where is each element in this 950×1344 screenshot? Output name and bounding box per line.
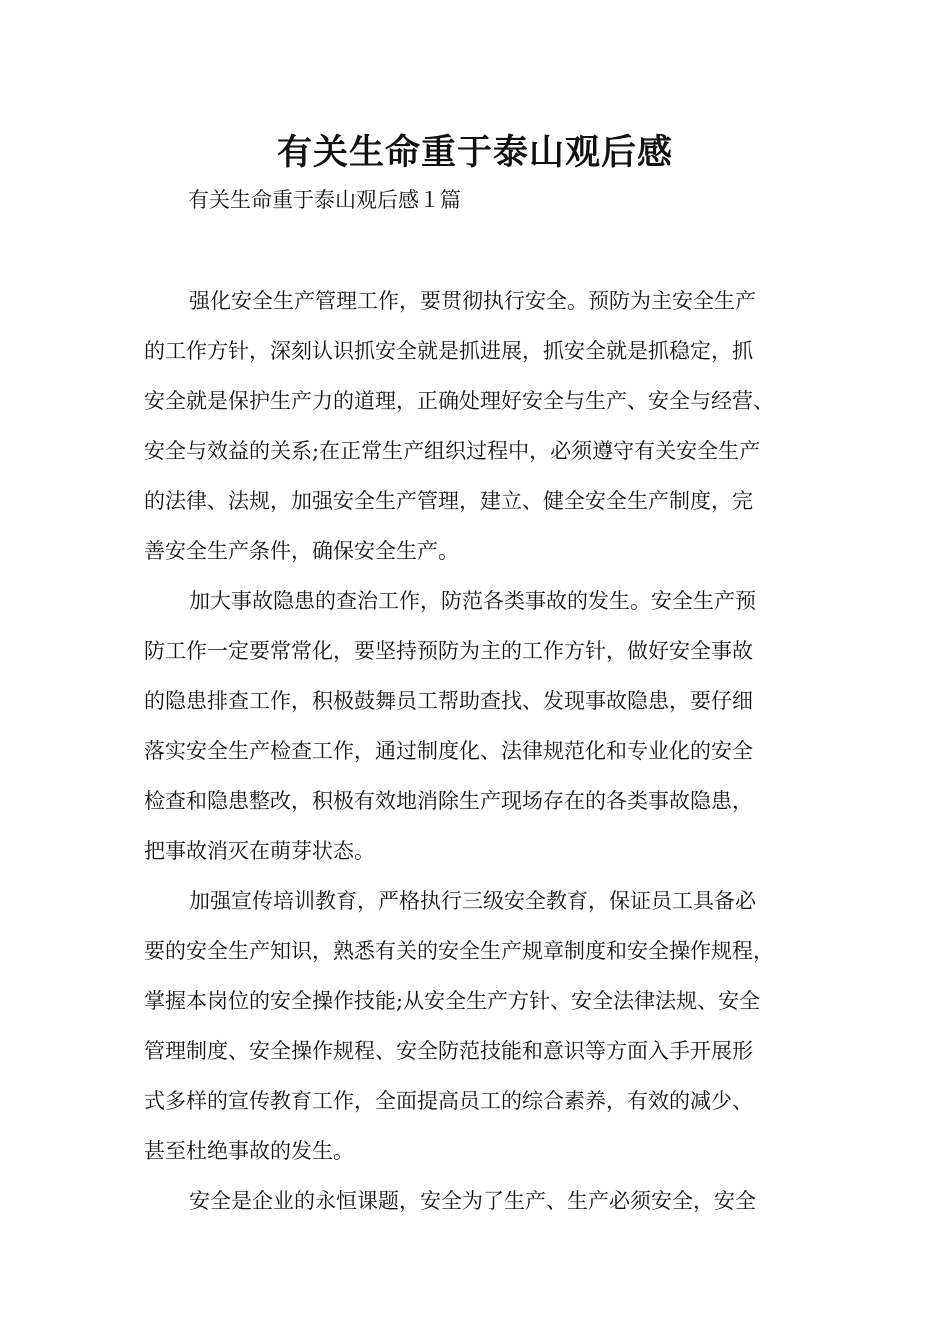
- paragraph-line: 加强宣传培训教育，严格执行三级安全教育，保证员工具备必: [189, 889, 756, 913]
- paragraph-line: 防工作一定要常常化，要坚持预防为主的工作方针，做好安全事故: [144, 639, 753, 663]
- paragraph-line: 甚至杜绝事故的发生。: [144, 1139, 354, 1163]
- paragraph-4: [144, 1183, 830, 1233]
- paragraph-1: [144, 283, 830, 583]
- paragraph-line: 检查和隐患整改，积极有效地消除生产现场存在的各类事故隐患，: [144, 789, 753, 813]
- paragraph-line: 的工作方针，深刻认识抓安全就是抓进展，抓安全就是抓稳定，抓: [144, 339, 753, 363]
- paragraph-line: 加大事故隐患的查治工作，防范各类事故的发生。安全生产预: [189, 589, 756, 613]
- paragraph-line: 安全就是保护生产力的道理，正确处理好安全与生产、安全与经营、: [144, 389, 774, 413]
- paragraph-line: 的隐患排查工作，积极鼓舞员工帮助查找、发现事故隐患，要仔细: [144, 689, 753, 713]
- document-subtitle: 有关生命重于泰山观后感１篇: [188, 188, 461, 212]
- paragraph-line: 善安全生产条件，确保安全生产。: [144, 539, 459, 563]
- paragraph-line: 式多样的宣传教育工作，全面提高员工的综合素养，有效的减少、: [144, 1089, 753, 1113]
- paragraph-line: 管理制度、安全操作规程、安全防范技能和意识等方面入手开展形: [144, 1039, 753, 1063]
- paragraph-line: 掌握本岗位的安全操作技能;从安全生产方针、安全法律法规、安全: [144, 989, 761, 1013]
- paragraph-line: 把事故消灭在萌芽状态。: [144, 839, 375, 863]
- paragraph-line: 要的安全生产知识，熟悉有关的安全生产规章制度和安全操作规程，: [144, 939, 774, 963]
- paragraph-line: 落实安全生产检查工作，通过制度化、法律规范化和专业化的安全: [144, 739, 753, 763]
- document-title: 有关生命重于泰山观后感: [276, 133, 673, 173]
- paragraph-3: [144, 883, 830, 1183]
- paragraph-line: 安全是企业的永恒课题，安全为了生产、生产必须安全，安全: [189, 1189, 756, 1213]
- document-body: [144, 283, 830, 1233]
- paragraph-line: 安全与效益的关系;在正常生产组织过程中，必须遵守有关安全生产: [144, 439, 761, 463]
- paragraph-line: 强化安全生产管理工作，要贯彻执行安全。预防为主安全生产: [189, 289, 756, 313]
- paragraph-line: 的法律、法规，加强安全生产管理，建立、健全安全生产制度，完: [144, 489, 753, 513]
- paragraph-2: [144, 583, 830, 883]
